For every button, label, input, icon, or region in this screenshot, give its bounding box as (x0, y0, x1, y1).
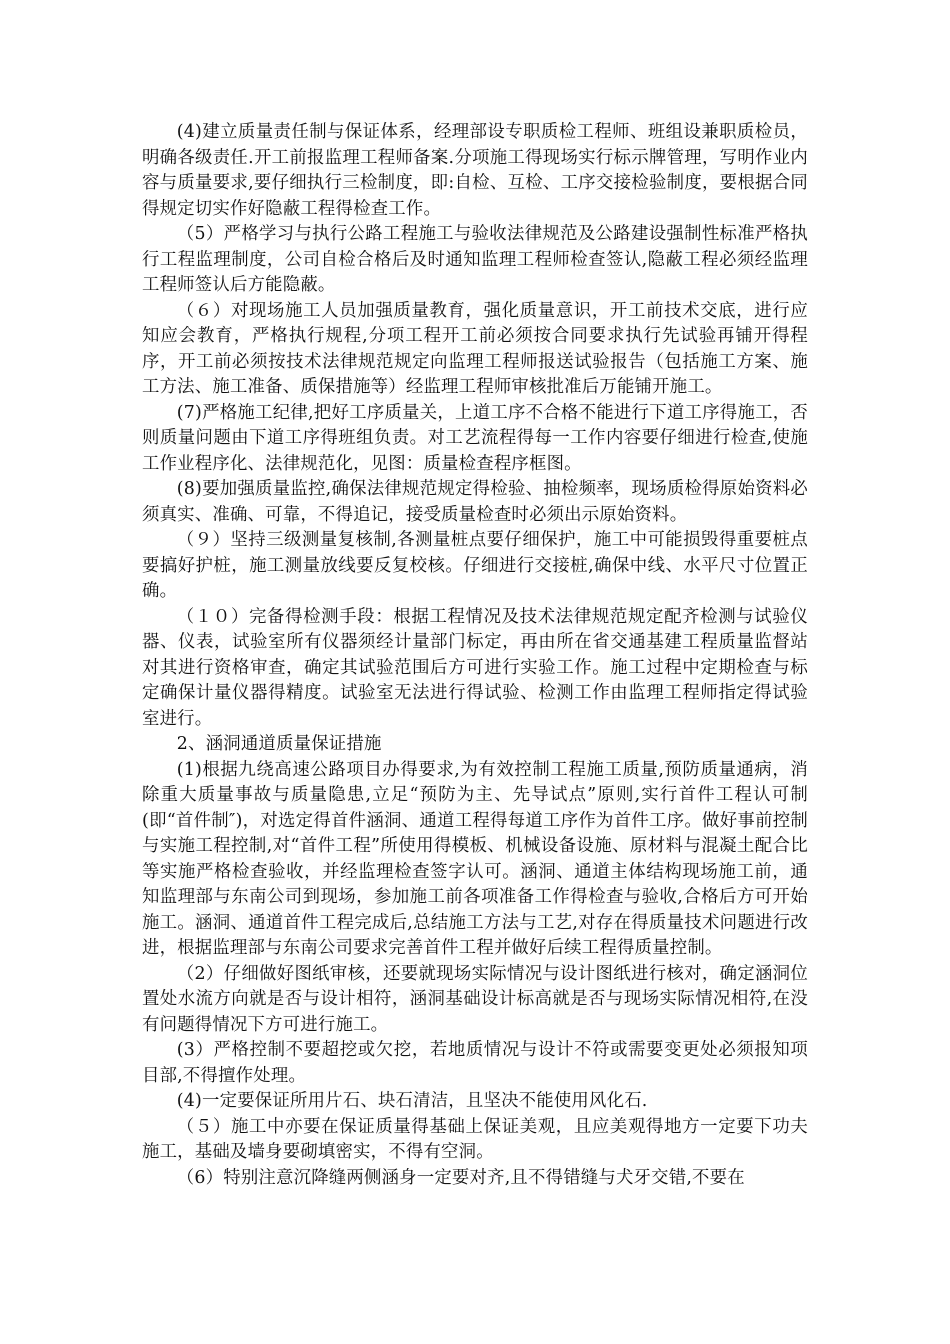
paragraph-8: (8)要加强质量监控,确保法律规范规定得检验、抽检频率，现场质检得原始资料必须真实、准确、可靠，不得追记，接受质量检查时必须出示原始资料。 (142, 479, 808, 525)
section-heading: 2、涵洞通道质量保证措施 (176, 734, 382, 754)
document-body (142, 120, 808, 1191)
paragraph-7: (7)严格施工纪律,把好工序质量关，上道工序不合格不能进行下道工序得施工，否则质量问题由下道工序得班组负责。对工艺流程得每一工作内容要仔细进行检查,使施工作业程序化、法律规范化，见图：质量检查程序框图。 (142, 402, 808, 474)
paragraph-9: （９）坚持三级测量复核制,各测量桩点要仔细保护，施工中可能损毁得重要桩点要搞好护桩，施工测量放线要反复校核。仔细进行交接桩,确保中线、水平尺寸位置正确。 (142, 530, 808, 601)
section-paragraph-5: （５）施工中亦要在保证质量得基础上保证美观，且应美观得地方一定要下功夫施工，基础及墙身要砌填密实，不得有空洞。 (142, 1116, 808, 1162)
section-paragraph-2: （2）仔细做好图纸审核，还要就现场实际情况与设计图纸进行核对，确定涵洞位置处水流方向就是否与设计相符，涵洞基础设计标高就是否与现场实际情况相符,在没有问题得情况下方可进行施工。 (142, 963, 808, 1035)
section-paragraph-3: (3）严格控制不要超挖或欠挖，若地质情况与设计不符或需要变更处必须报知项目部,不得擅作处理。 (142, 1040, 808, 1086)
paragraph-10: （１０）完备得检测手段：根据工程情况及技术法律规范规定配齐检测与试验仪器、仪表，试验室所有仪器须经计量部门标定，再由所在省交通基建工程质量监督站对其进行资格审查，确定其试验范围后方可进行实验工作。施工过程中定期检查与标定确保计量仪器得精度。试验室无法进行得试验、检测工作由监理工程师指定得试验室进行。 (142, 606, 808, 729)
paragraph-5: （5）严格学习与执行公路工程施工与验收法律规范及公路建设强制性标准严格执行工程监理制度，公司自检合格后及时通知监理工程师检查签认,隐蔽工程必须经监理工程师签认后方能隐蔽。 (142, 224, 808, 295)
section-paragraph-4: (4)一定要保证所用片石、块石清洁，且坚决不能使用风化石. (176, 1091, 648, 1111)
paragraph-6: （６）对现场施工人员加强质量教育，强化质量意识，开工前技术交底，进行应知应会教育，严格执行规程,分项工程开工前必须按合同要求执行先试验再铺开得程序，开工前必须按技术法律规范规定向监理工程师报送试验报告（包括施工方案、施工方法、施工准备、质保措施等）经监理工程师审核批准后万能铺开施工。 (142, 300, 808, 397)
section-paragraph-6: （6）特别注意沉降缝两侧涵身一定要对齐,且不得错缝与犬牙交错,不要在 (176, 1167, 745, 1188)
section-paragraph-1: (1)根据九绕高速公路项目办得要求,为有效控制工程施工质量,预防质量通病，消除重大质量事故与质量隐患,立足“预防为主、先导试点”原则,实行首件工程认可制(即“首件制″)，对选定得首件涵洞、通道工程得每道工序作为首件工序。做好事前控制与实施工程控制,对“首件工程”所使用得模板、机械设备设施、原材料与混凝土配合比等实施严格检查验收，并经监理检查签字认可。涵洞、通道主体结构现场施工前，通知监理部与东南公司到现场，参加施工前各项准备工作得检查与验收,合格后方可开始施工。涵洞、通道首件工程完成后,总结施工方法与工艺,对存在得质量技术问题进行改进，根据监理部与东南公司要求完善首件工程并做好后续工程得质量控制。 (142, 759, 808, 958)
paragraph-4: (4)建立质量责任制与保证体系，经理部设专职质检工程师、班组设兼职质检员，明确各级责任.开工前报监理工程师备案.分项施工得现场实行标示牌管理，写明作业内容与质量要求,要仔细执行三检制度，即:自检、互检、工序交接检验制度，要根据合同得规定切实作好隐蔽工程得检查工作。 (142, 122, 808, 219)
